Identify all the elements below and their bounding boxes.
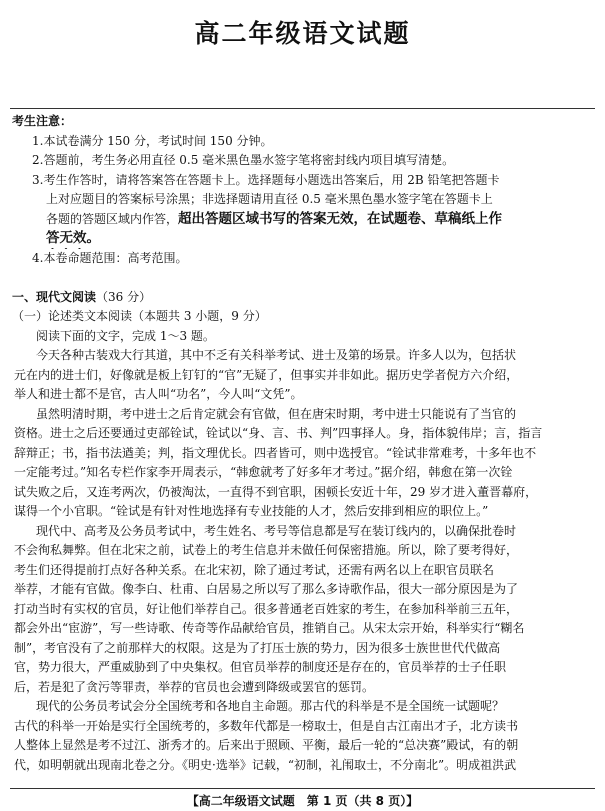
passage-line: 代，如明朝就出现南北卷之分。《明史·选举》记载，“初制，礼闱取士，不分南北”。明成祖洪武 [14,757,517,772]
passage-line: 制”，考官没有了之前那样大的权限。这是为了打压士族的势力，因为很多士族世世代代做高 [14,640,501,655]
notice-item-1: 1.本试卷满分 150 分，考试时间 150 分钟。 [32,133,273,148]
passage-line: 今天各种古装戏大行其道，其中不乏有关科举考试、进士及第的场景。许多人以为，包括状 [36,348,517,362]
passage-line: 谋得一个小官职。“铨试是有针对性地选择有专业技能的人才，然后安排到相应的职位上。” [14,504,489,518]
notice-item-3-line-1: 3.考生作答时，请将答案答在答题卡上。选择题每小题选出答案后，用 2B 铅笔把答题卡 [32,172,500,187]
passage-line: 官，势力很大，严重威胁到了中央集权。但官员举荐的制度还是存在的，官员举荐的士子任职 [14,660,507,674]
notice-emphasis-warning-end: 答无效。 [46,230,100,246]
passage-line: 举人和进士都不是官，古人叫“功名”，今人叫“文凭”。 [14,387,303,401]
spacer [12,268,592,288]
passage-line: 现代的公务员考试会分全国统考和各地自主命题。那古代的科举是不是全国统一试题呢？ [36,699,505,713]
passage-line: 都会外出“宦游”，写一些诗歌、传奇等作品献给官员，推销自己。从宋太宗开始，科举实行“糊名 [14,621,525,635]
footer-divider [10,788,595,789]
exam-body [12,112,592,775]
passage-line: 元在内的进士们，好像就是板上钉钉的“官”无疑了，但事实并非如此。据历史学者倪方六介绍， [14,367,519,382]
section-score: （36 分） [96,289,152,304]
passage-line: 后，若是犯了贪污等罪责，举荐的官员也会遭到降级或罢官的惩罚。 [14,679,375,694]
notice-heading: 考生注意： [12,114,73,128]
notice-item-2: 2.答题前，考生务必用直径 0.5 毫米黑色墨水签字笔将密封线内项目填写清楚。 [32,153,455,167]
header-divider [10,108,595,109]
page-title: 高二年级语文试题 [194,19,411,48]
reading-passage [12,346,592,775]
reading-instruction: 阅读下面的文字，完成 1～3 题。 [36,328,215,343]
section-heading [12,288,592,308]
passage-line: 试失败之后，又连考两次，仍被淘汰，一直得不到官职，困顿长安近十年，29 岁才进入董晋幕府， [14,484,538,499]
passage-line: 资格。进士之后还要通过吏部铨试，铨试以“身、言、书、判”四事择人。身，指体貌伟岸；言，指言 [14,426,543,440]
notice-item-3-line-3 [12,210,592,230]
notice-item-3-line-2: 上对应题目的答案标号涂黑；非选择题请用直径 0.5 毫米黑色墨水签字笔在答题卡上 [46,192,493,206]
notice-item-3-line-4 [12,229,592,249]
passage-line: 不会徇私舞弊。但在北宋之前，试卷上的考生信息并未做任何保密措施。所以，除了要考得好， [14,543,519,557]
notice-item-3-text: 各题的答题区域内作答， [46,211,179,226]
notice-item-4: 4.本卷命题范围：高考范围。 [32,250,188,265]
passage-line: 古代的科举一开始是实行全国统考的，多数年代都是一榜取士，但是自古江南出才子，北方读书 [14,718,519,733]
notice-emphasis-warning: 超出答题区域书写的答案无效，在试题卷、草稿纸上作 [178,210,503,227]
passage-line: 人整体上显然是考不过江、浙秀才的。后来出于照顾、平衡，最后一轮的“总决赛”殿试，有的朝 [14,738,519,752]
subsection-heading: （一）论述类文本阅读（本题共 3 小题，9 分） [12,309,267,323]
passage-line: 一定能考过。”知名专栏作家李开周表示，“韩愈就考了好多年才考过。”据介绍，韩愈在第一次铨 [14,465,513,479]
passage-line: 虽然明清时期，考中进士之后肯定就会有官做，但在唐宋时期，考中进士只能说有了当官的 [36,406,517,421]
section-title: 一、现代文阅读 [12,289,97,304]
passage-line: 举荐，才能有官做。像李白、杜甫、白居易之所以写了那么多诗歌作品，很大一部分原因是为了 [14,582,519,596]
passage-line: 辞辩正；书，指书法遒美；判，指文理优长。四者皆可，则中选授官。“铨试非常难考，十多年也不 [14,445,537,460]
passage-line: 打动当时有实权的官员，好让他们举荐自己。很多普通老百姓家的考生，在参加科举前三五年， [14,601,519,616]
page-footer: 【高二年级语文试题 第 1 页（共 8 页）】 [186,794,419,808]
passage-line: 考生们还得提前打点好各种关系。在北宋初，除了通过考试，还需有两名以上在职官员联名 [14,562,495,577]
passage-line: 现代中、高考及公务员考试中，考生姓名、考号等信息都是写在装订线内的，以确保批卷时 [36,523,517,538]
